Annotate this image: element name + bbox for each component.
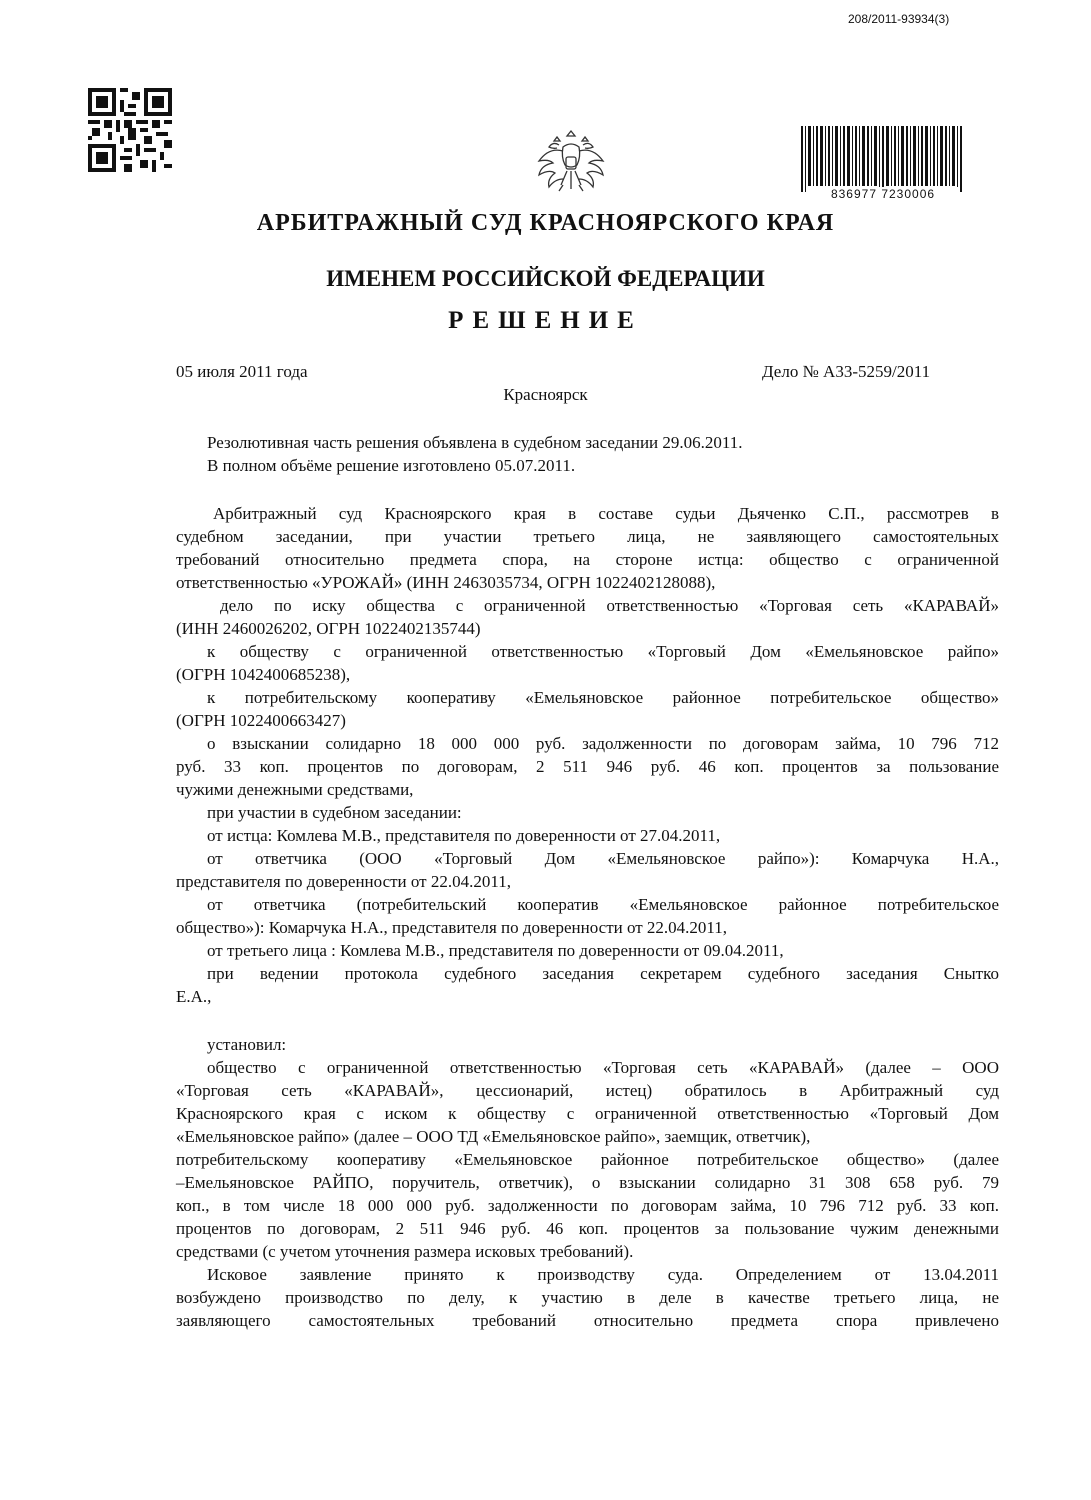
document-id: 208/2011-93934(3): [848, 12, 950, 26]
body-line: потребительскому кооперативу «Емельяновское районное потребительское общество» (далее: [176, 1150, 999, 1169]
body-line: «Емельяновское райпо» (далее – ООО ТД «Емельяновское райпо», заемщик, ответчик),: [176, 1127, 811, 1146]
decision-date: 05 июля 2011 года: [176, 362, 308, 381]
double-headed-eagle-emblem-icon: [533, 125, 609, 201]
body-line: коп., в том числе 18 000 000 руб. задолженности по договорам займа, 10 796 712 руб. 33 коп.: [176, 1196, 999, 1215]
body-line: чужими денежными средствами,: [176, 780, 414, 799]
body-line: общество с ограниченной ответственностью «Торговая сеть «КАРАВАЙ» (далее – ООО: [207, 1058, 999, 1077]
body-line: от ответчика (ООО «Торговый Дом «Емельяновское райпо»): Комарчука Н.А.,: [207, 849, 999, 868]
body-line: Исковое заявление принято к производству суда. Определением от 13.04.2011: [207, 1265, 999, 1284]
body-line: представителя по доверенности от 22.04.2011,: [176, 872, 511, 891]
body-line: Красноярского края с иском к обществу с ограниченной ответственностью «Торговый Дом: [176, 1104, 999, 1123]
body-line: Резолютивная часть решения объявлена в судебном заседании 29.06.2011.: [207, 433, 743, 452]
qr-code-icon: [88, 88, 172, 172]
body-line: от ответчика (потребительский кооператив «Емельяновское районное потребительское: [207, 895, 999, 914]
case-number: Дело № А33-5259/2011: [762, 362, 931, 381]
body-line: при участии в судебном заседании:: [207, 803, 462, 822]
body-line: установил:: [207, 1035, 287, 1054]
city: Красноярск: [503, 385, 588, 404]
body-line: к обществу с ограниченной ответственностью «Торговый Дом «Емельяновское райпо»: [207, 642, 999, 661]
body-line: В полном объёме решение изготовлено 05.07.2011.: [207, 456, 576, 475]
body-line: ответственностью «УРОЖАЙ» (ИНН 2463035734, ОГРН 1022402128088),: [176, 573, 716, 592]
body-line: Е.А.,: [176, 987, 212, 1006]
body-line: заявляющего самостоятельных требований относительно предмета спора привлечено: [176, 1311, 999, 1330]
body-line: от истца: Комлева М.В., представителя по доверенности от 27.04.2011,: [207, 826, 721, 845]
in-name-of-heading: ИМЕНЕМ РОССИЙСКОЙ ФЕДЕРАЦИИ: [326, 266, 765, 291]
body-line: «Торговая сеть «КАРАВАЙ», цессионарий, истец) обратилось в Арбитражный суд: [176, 1081, 999, 1100]
body-line: к потребительскому кооперативу «Емельяновское районное потребительское общество»: [207, 688, 999, 707]
document-type-heading: РЕШЕНИЕ: [448, 307, 643, 334]
body-line: от третьего лица : Комлева М.В., представителя по доверенности от 09.04.2011,: [207, 941, 784, 960]
body-line: общество»): Комарчука Н.А., представителя по доверенности от 22.04.2011,: [176, 918, 728, 937]
body-line: процентов по договорам, 2 511 946 руб. 46 коп. процентов за пользование чужим денежными: [176, 1219, 999, 1238]
body-line: (ИНН 2460026202, ОГРН 1022402135744): [176, 619, 481, 638]
body-line: требований относительно предмета спора, на стороне истца: общество с ограниченной: [176, 550, 999, 569]
body-line: (ОГРН 1042400685238),: [176, 665, 351, 684]
body-line: Арбитражный суд Красноярского края в составе судьи Дьяченко С.П., рассмотрев в: [213, 504, 999, 523]
body-line: –Емельяновское РАЙПО, поручитель, ответчик), о взыскании солидарно 31 308 658 руб. 79: [176, 1173, 999, 1192]
barcode-number: 836977 7230006: [807, 187, 959, 201]
body-line: средствами (с учетом уточнения размера исковых требований).: [176, 1242, 634, 1261]
body-line: (ОГРН 1022400663427): [176, 711, 346, 730]
body-line: при ведении протокола судебного заседания секретарем судебного заседания Снытко: [207, 964, 999, 983]
court-name: АРБИТРАЖНЫЙ СУД КРАСНОЯРСКОГО КРАЯ: [256, 210, 835, 236]
body-line: возбуждено производство по делу, к участию в деле в качестве третьего лица, не: [176, 1288, 999, 1307]
body-line: судебном заседании, при участии третьего лица, не заявляющего самостоятельных: [176, 527, 999, 546]
body-line: дело по иску общества с ограниченной ответственностью «Торговая сеть «КАРАВАЙ»: [220, 596, 999, 615]
body-line: о взыскании солидарно 18 000 000 руб. задолженности по договорам займа, 10 796 712: [207, 734, 999, 753]
body-line: руб. 33 коп. процентов по договорам, 2 511 946 руб. 46 коп. процентов за пользование: [176, 757, 999, 776]
